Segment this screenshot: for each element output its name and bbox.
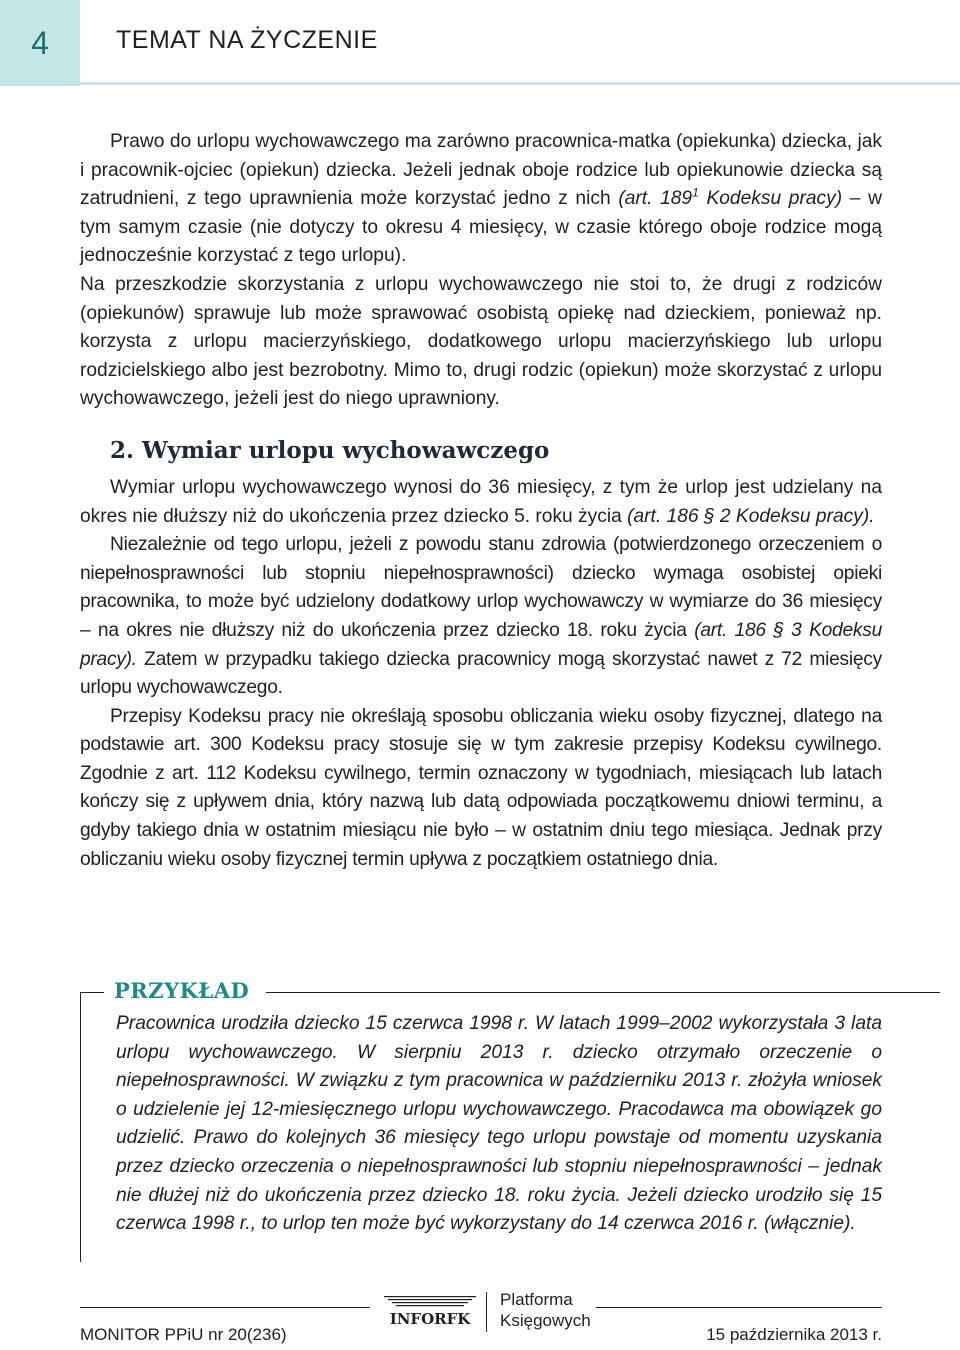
example-border-top-left (80, 992, 104, 993)
inforfk-logo-icon (380, 1290, 480, 1334)
paragraph-1-text-a: Prawo do urlopu wychowawczego ma zarówno pracownica-matka (opiekunka) dziecka, jak i pracownik-ojciec (opiekun) dziecka. Jeżeli jednak oboje rodzice lub opiekunowie dziecka są zatrudnieni, z tego uprawnienia może korzystać jedno z nich (80, 131, 882, 210)
page-header (0, 0, 960, 86)
paragraph-1 (80, 128, 882, 271)
paragraph-3 (80, 474, 882, 531)
citation-superscript: 1 (692, 185, 699, 200)
legal-citation (618, 185, 843, 210)
citation-code: Kodeksu pracy) (698, 188, 843, 210)
publication-date: 15 października 2013 r. (706, 1325, 882, 1344)
paragraph-1-text-b: – w tym samym czasie (nie dotyczy to okresu 4 miesięcy, w czasie którego oboje rodzice mogą jednocześnie korzystać z tego urlopu). (80, 188, 882, 267)
paragraph-4-text-a: Niezależnie od tego urlopu, jeżeli z powodu stanu zdrowia (potwierdzonego orzeczeniem o niepełnosprawności lub stopniu niepełnosprawności) dziecko wymaga osobistej opieki pracownika, to może być udzielony dodatkowy urlop wychowawczy w wymiarze do 36 miesięcy – na okres nie dłuższy niż do ukończenia przez dziecko 18. roku życia (80, 534, 882, 641)
section-title: TEMAT NA ŻYCZENIE (116, 26, 378, 54)
logo-brand-text: INFORFK (389, 1310, 471, 1328)
paragraph-4-text-b: Zatem w przypadku takiego dziecka pracownicy mogą skorzystać nawet z 72 miesięcy urlopu wychowawczego. (80, 648, 882, 699)
section-heading: 2. Wymiar urlopu wychowawczego (110, 436, 550, 464)
page-number-box (0, 0, 80, 86)
paragraph-5: Przepisy Kodeksu pracy nie określają sposobu obliczania wieku osoby fizycznej, dlatego na podstawie art. 300 Kodeksu pracy stosuje się w tym zakresie przepisy Kodeksu cywilnego. Zgodnie z art. 112 Kodeksu cywilnego, termin oznaczony w tygodniach, miesiącach lub latach kończy się z upływem dnia, który nazwą lub datą odpowiada początkowemu dniowi terminu, a gdyby takiego dnia w ostatnim miesiącu nie było – w ostatnim dniu tego miesiąca. Jednak przy obliczaniu wieku osoby fizycznej termin upływa z początkiem ostatniego dnia. (80, 705, 882, 870)
paragraph-4 (80, 531, 882, 703)
example-text: Pracownica urodziła dziecko 15 czerwca 1998 r. W latach 1999–2002 wykorzystała 3 lata urlopu wychowawczego. W sierpniu 2013 r. dziecko otrzymało orzeczenie o niepełnosprawności. W związku z tym pracownica w październiku 2013 r. złożyła wniosek o udzielenie jej 12-miesięcznego urlopu wychowawczego. Pracodawca ma obowiązek go udzielić. Prawo do kolejnych 36 miesięcy tego urlopu powstaje od momentu uzyskania przez dziecko orzeczenia o niepełnosprawności lub stopniu niepełnosprawności – jednak nie dłużej niż do ukończenia przez dziecko 18. roku życia. Jeżeli dziecko urodziło się 15 czerwca 1998 r., to urlop ten może być wykorzystany do 14 czerwca 2016 r. (włącznie). (116, 1013, 882, 1235)
footer-rule-right (596, 1307, 882, 1308)
publication-name: MONITOR PPiU nr 20(236) (80, 1325, 287, 1344)
citation-art: (art. 189 (618, 188, 693, 210)
article-body (80, 128, 882, 874)
paragraph-2: Na przeszkodzie skorzystania z urlopu wychowawczego nie stoi to, że drugi z rodziców (opiekunów) sprawuje lub może sprawować osobistą opiekę nad dzieckiem, ponieważ np. korzysta z urlopu macierzyńskiego, dodatkowego urlopu macierzyńskiego lub urlopu rodzicielskiego albo jest bezrobotny. Mimo to, drugi rodzic (opiekun) może skorzystać z urlopu wychowawczego, jeżeli jest do niego uprawniony. (80, 273, 882, 410)
header-rule (80, 82, 960, 85)
example-title: PRZYKŁAD (114, 978, 250, 1003)
logo-separator (486, 1292, 487, 1332)
legal-citation: (art. 186 § 3 Kodeksu pracy). (80, 619, 883, 670)
legal-citation: (art. 186 § 2 Kodeksu pracy). (627, 505, 875, 527)
page-number: 4 (31, 24, 49, 61)
footer-rule-left (80, 1307, 370, 1308)
paragraph-3-text: Wymiar urlopu wychowawczego wynosi do 36 miesięcy, z tym że urlop jest udzielany na okres nie dłuższy niż do ukończenia przez dziecko 5. roku życia (80, 476, 882, 527)
logo-line-1: Platforma (500, 1290, 573, 1309)
logo-line-2: Księgowych (500, 1311, 591, 1330)
example-border-top-right (266, 992, 940, 993)
example-border-left (80, 992, 81, 1262)
example-box (80, 972, 940, 1262)
